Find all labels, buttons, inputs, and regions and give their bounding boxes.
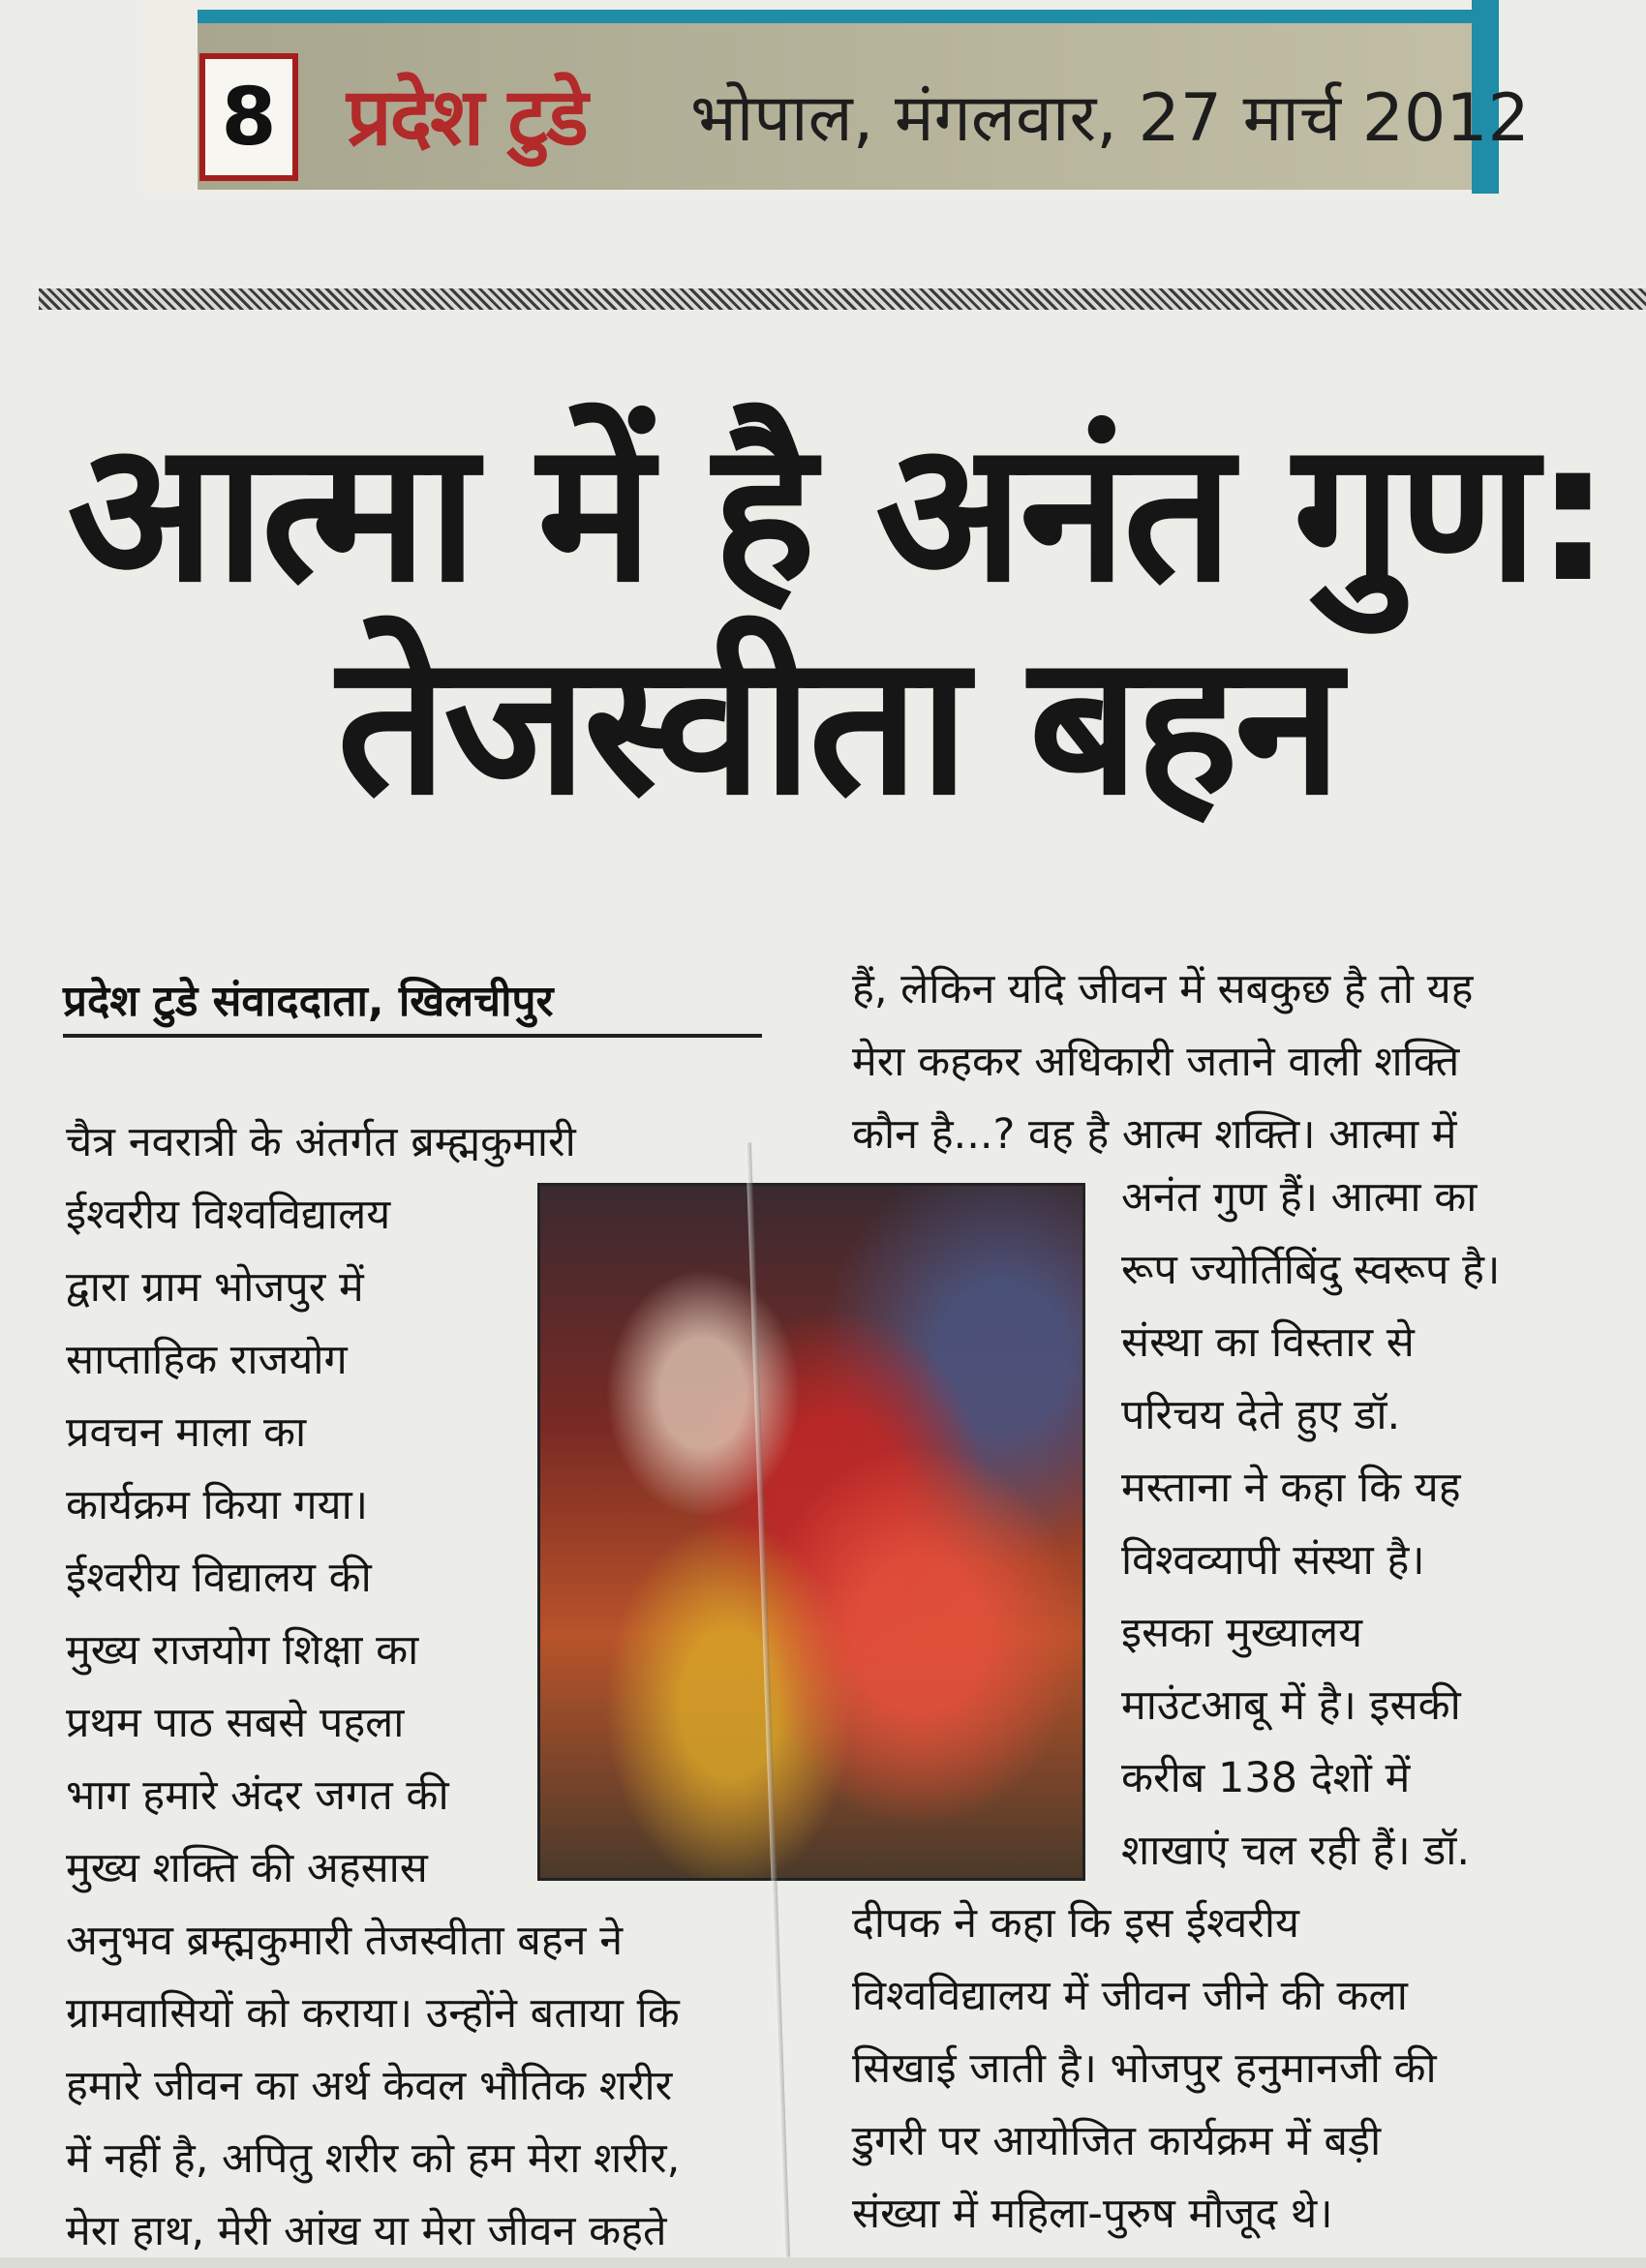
- event-photo: [537, 1183, 1085, 1881]
- text-line: प्रथम पाठ सबसे पहला: [66, 1699, 405, 1747]
- byline-rule: [63, 1034, 762, 1038]
- page-number: 8: [199, 53, 298, 181]
- text-line: कौन है...? वह है आत्म शक्ति। आत्मा में: [852, 1110, 1457, 1159]
- left-column-top: [66, 1106, 773, 1179]
- text-line: माउंटआबू में है। इसकी: [1121, 1681, 1461, 1730]
- headline-line-1: आत्मा में है अनंत गुण:: [67, 400, 1608, 625]
- headline-line-2: तेजस्वीता बहन: [336, 613, 1339, 838]
- left-column-below-photo: [66, 1905, 773, 2268]
- text-line: सिखाई जाती है। भोजपुर हनुमानजी की: [852, 2044, 1437, 2093]
- text-line: अनंत गुण हैं। आत्मा का: [1121, 1173, 1478, 1222]
- text-line: हैं, लेकिन यदि जीवन में सबकुछ है तो यह: [852, 965, 1474, 1013]
- text-line: मेरा कहकर अधिकारी जताने वाली शक्ति: [852, 1038, 1460, 1086]
- text-line: संख्या में महिला-पुरुष मौजूद थे।: [852, 2190, 1333, 2238]
- text-line: साप्ताहिक राजयोग: [66, 1336, 348, 1384]
- text-line: संस्था का विस्तार से: [1121, 1318, 1415, 1367]
- text-line: इसका मुख्यालय: [1121, 1609, 1363, 1657]
- text-line: विश्वविद्यालय में जीवन जीने की कला: [852, 1972, 1408, 2020]
- dateline: भोपाल, मंगलवार, 27 मार्च 2012: [690, 80, 1530, 157]
- right-column-top: [852, 953, 1569, 1171]
- text-line: शाखाएं चल रही हैं। डॉ.: [1121, 1827, 1471, 1875]
- left-column-beside-photo: [66, 1179, 492, 1905]
- text-line: मस्ताना ने कहा कि यह: [1121, 1464, 1461, 1512]
- text-line: ईश्वरीय विद्यालय की: [66, 1554, 372, 1602]
- text-line: विश्वव्यापी संस्था है।: [1121, 1536, 1425, 1585]
- masthead: [143, 0, 1530, 194]
- newspaper-name: प्रदेश टुडे: [347, 72, 587, 164]
- text-line: मेरा हाथ, मेरी आंख या मेरा जीवन कहते: [66, 2207, 667, 2255]
- text-line: मुख्य शक्ति की अहसास: [66, 1844, 428, 1892]
- text-line: ईश्वरीय विश्वविद्यालय: [66, 1191, 391, 1239]
- hatched-divider: [39, 288, 1646, 310]
- text-line: कार्यक्रम किया गया।: [66, 1481, 368, 1529]
- text-line: में नहीं है, अपितु शरीर को हम मेरा शरीर,: [66, 2134, 681, 2183]
- text-line: रूप ज्योर्तिबिंदु स्वरूप है।: [1121, 1246, 1501, 1294]
- text-line: परिचय देते हुए डॉ.: [1121, 1391, 1401, 1439]
- text-line: प्रवचन माला का: [66, 1408, 307, 1457]
- right-column-beside-photo: [1121, 1162, 1569, 1888]
- text-line: ग्रामवासियों को कराया। उन्होंने बताया कि: [66, 1989, 680, 2038]
- text-line: दीपक ने कहा कि इस ईश्वरीय: [852, 1899, 1299, 1948]
- byline: प्रदेश टुडे संवाददाता, खिलचीपुर: [63, 977, 554, 1026]
- text-line: भाग हमारे अंदर जगत की: [66, 1771, 449, 1820]
- text-line: मुख्य राजयोग शिक्षा का: [66, 1626, 419, 1675]
- text-line: करीब 138 देशों में: [1121, 1754, 1411, 1802]
- article-headline: [58, 400, 1617, 838]
- text-line: डुगरी पर आयोजित कार्यक्रम में बड़ी: [852, 2117, 1382, 2165]
- text-line: हमारे जीवन का अर्थ केवल भौतिक शरीर: [66, 2062, 673, 2110]
- text-line: द्वारा ग्राम भोजपुर में: [66, 1263, 364, 1312]
- text-line: चैत्र नवरात्री के अंतर्गत ब्रम्ह्मकुमारी: [66, 1118, 576, 1166]
- right-column-below-photo: [852, 1888, 1569, 2251]
- text-line: अनुभव ब्रम्ह्मकुमारी तेजस्वीता बहन ने: [66, 1917, 624, 1965]
